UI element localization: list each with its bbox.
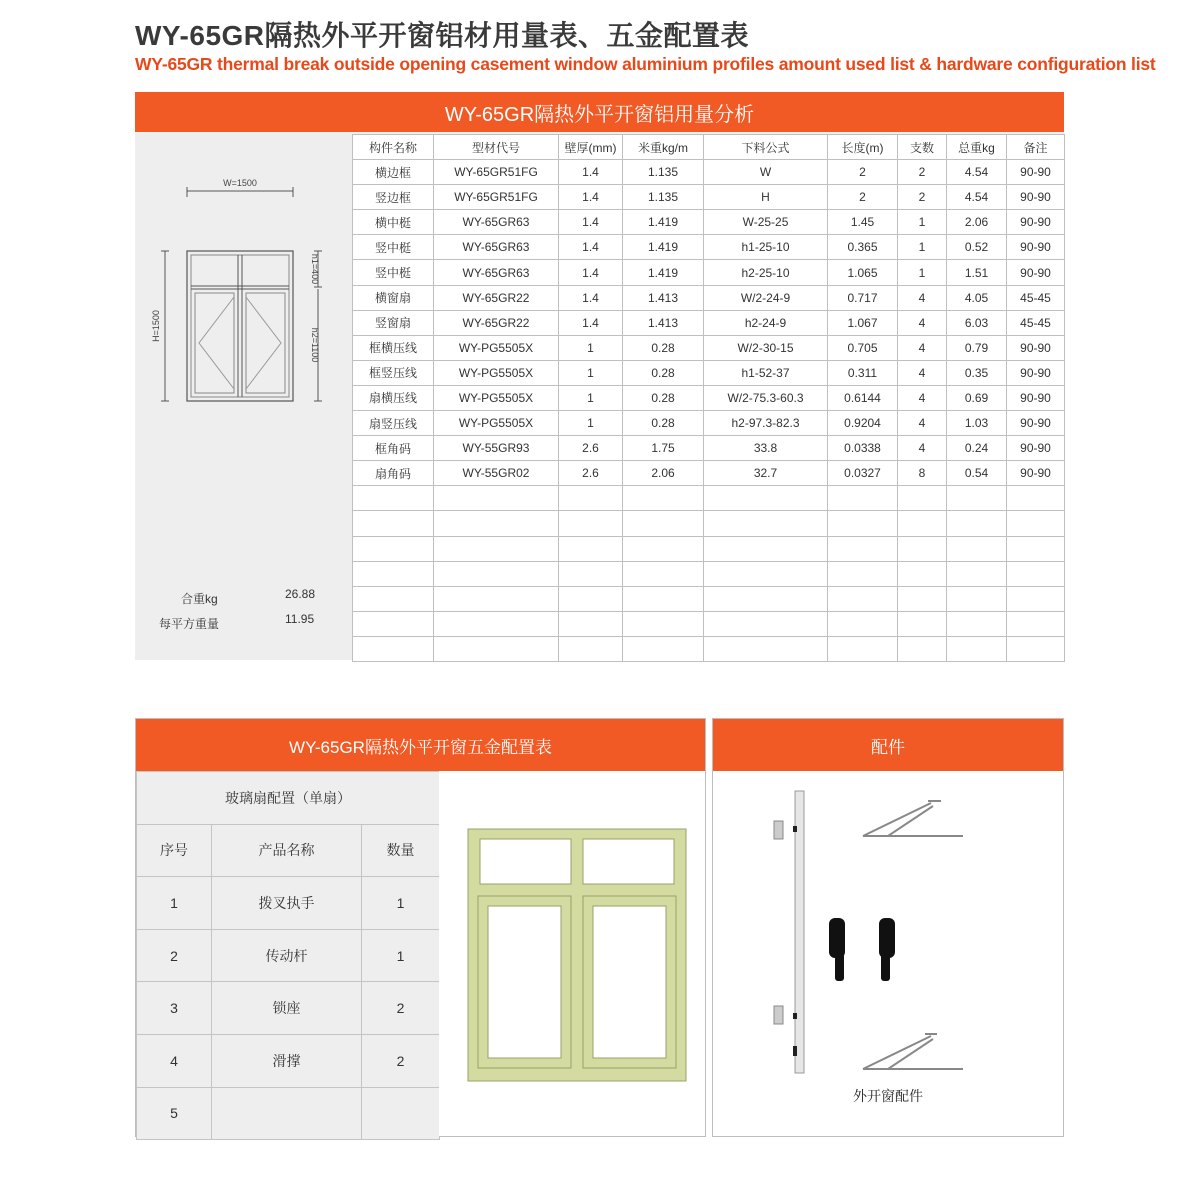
table-cell: W/2-75.3-60.3 (704, 385, 828, 410)
table-cell (212, 1087, 362, 1140)
table-cell: WY-65GR22 (434, 310, 559, 335)
table-cell (704, 486, 828, 511)
table-cell: 2.6 (559, 436, 623, 461)
table-cell: 1.51 (947, 260, 1007, 285)
table-cell (828, 486, 898, 511)
table-cell: 1 (559, 335, 623, 360)
table-cell (623, 486, 704, 511)
table-cell: 0.9204 (828, 411, 898, 436)
profiles-header-row (353, 135, 1065, 160)
table-cell: 0.79 (947, 335, 1007, 360)
table-row (353, 636, 1065, 661)
table-cell: 2 (898, 160, 947, 185)
total-weight-value: 26.88 (285, 587, 316, 601)
table-cell: 90-90 (1007, 260, 1065, 285)
table-cell: 2.6 (559, 461, 623, 486)
page-title: WY-65GR隔热外平开窗铝材用量表、五金配置表 (135, 20, 750, 51)
window-render (439, 771, 705, 1136)
table-cell: 1 (559, 360, 623, 385)
table-cell: 4.05 (947, 285, 1007, 310)
table-row (353, 260, 1065, 285)
table-cell: 2 (362, 982, 440, 1035)
table-cell: h2-25-10 (704, 260, 828, 285)
table-cell: 框竖压线 (353, 360, 434, 385)
table-cell: 1.03 (947, 411, 1007, 436)
table-cell: 1.75 (623, 436, 704, 461)
accessories-header-bar: 配件 (713, 719, 1063, 771)
config-label: 玻璃扇配置（单扇） (137, 772, 440, 825)
table-cell (353, 536, 434, 561)
table-cell: 竖中梃 (353, 260, 434, 285)
table-cell: 1 (898, 260, 947, 285)
table-cell: 2 (828, 160, 898, 185)
table-cell: 2.06 (623, 461, 704, 486)
accessories-image (713, 781, 1063, 1081)
table-cell: 1 (898, 210, 947, 235)
table-cell: WY-PG5505X (434, 411, 559, 436)
table-cell (828, 611, 898, 636)
column-header: 支数 (898, 135, 947, 160)
table-cell (898, 611, 947, 636)
table-cell: 4 (898, 310, 947, 335)
table-cell (898, 561, 947, 586)
table-cell: 竖窗扇 (353, 310, 434, 335)
table-cell (434, 586, 559, 611)
table-cell (623, 636, 704, 661)
table-cell: 扇竖压线 (353, 411, 434, 436)
table-cell: 33.8 (704, 436, 828, 461)
table-cell: 2 (362, 1034, 440, 1087)
table-cell: 1.4 (559, 260, 623, 285)
table-cell: 3 (137, 982, 212, 1035)
table-cell: 4 (898, 285, 947, 310)
table-cell (704, 511, 828, 536)
table-cell (898, 486, 947, 511)
table-cell: 2.06 (947, 210, 1007, 235)
table-cell: 4 (898, 360, 947, 385)
table-cell: 1.4 (559, 285, 623, 310)
table-cell (704, 611, 828, 636)
hardware-table (136, 771, 440, 1140)
per-sqm-weight-label: 每平方重量 (159, 617, 220, 631)
column-header: 产品名称 (212, 824, 362, 877)
table-cell: 90-90 (1007, 210, 1065, 235)
table-cell (623, 586, 704, 611)
height-dimension-label: H=1500 (151, 310, 161, 342)
window-elevation-drawing (135, 179, 352, 429)
table-cell (559, 586, 623, 611)
window-render-panel (439, 771, 705, 1136)
table-cell: 0.28 (623, 360, 704, 385)
table-cell: 90-90 (1007, 335, 1065, 360)
table-cell (434, 486, 559, 511)
table-row (353, 385, 1065, 410)
table-cell: 拨叉执手 (212, 877, 362, 930)
table-cell: h2-97.3-82.3 (704, 411, 828, 436)
table-cell: 传动杆 (212, 929, 362, 982)
table-cell: 4 (898, 436, 947, 461)
table-cell: 扇角码 (353, 461, 434, 486)
table-cell: 横窗扇 (353, 285, 434, 310)
table-cell (1007, 511, 1065, 536)
profiles-section (135, 92, 1064, 660)
table-cell (623, 611, 704, 636)
table-cell: 4 (137, 1034, 212, 1087)
table-cell: 框横压线 (353, 335, 434, 360)
table-cell: WY-65GR63 (434, 210, 559, 235)
table-cell: 1 (362, 929, 440, 982)
table-cell (947, 586, 1007, 611)
table-cell: WY-55GR02 (434, 461, 559, 486)
h2-dimension-label: h2=1100 (310, 327, 320, 363)
table-cell (898, 536, 947, 561)
table-cell (559, 486, 623, 511)
column-header: 壁厚(mm) (559, 135, 623, 160)
table-row (353, 235, 1065, 260)
table-cell: 2 (898, 185, 947, 210)
table-cell: 45-45 (1007, 310, 1065, 335)
table-cell: WY-65GR63 (434, 260, 559, 285)
table-row (137, 877, 440, 930)
table-cell (704, 536, 828, 561)
table-cell (828, 536, 898, 561)
table-cell: WY-65GR63 (434, 235, 559, 260)
table-row (353, 461, 1065, 486)
table-cell: W/2-24-9 (704, 285, 828, 310)
table-cell: 0.365 (828, 235, 898, 260)
table-cell: 0.28 (623, 411, 704, 436)
hardware-config-row (137, 772, 440, 825)
table-row (353, 285, 1065, 310)
table-row (353, 536, 1065, 561)
table-cell: 1.4 (559, 235, 623, 260)
table-cell (898, 586, 947, 611)
table-cell (898, 636, 947, 661)
profiles-table (352, 134, 1065, 662)
table-cell (353, 636, 434, 661)
table-cell: 1.135 (623, 185, 704, 210)
table-cell: 90-90 (1007, 185, 1065, 210)
table-cell: 0.28 (623, 335, 704, 360)
table-cell (704, 586, 828, 611)
table-row (353, 210, 1065, 235)
drive-rod-icon (774, 791, 804, 1073)
table-cell (362, 1087, 440, 1140)
table-cell (559, 611, 623, 636)
table-cell: 0.54 (947, 461, 1007, 486)
table-cell: 扇横压线 (353, 385, 434, 410)
table-cell: h1-52-37 (704, 360, 828, 385)
table-cell (704, 561, 828, 586)
table-cell: 5 (137, 1087, 212, 1140)
table-cell: 8 (898, 461, 947, 486)
h1-dimension-label: h1=400 (310, 253, 320, 285)
table-cell (947, 536, 1007, 561)
table-cell: h1-25-10 (704, 235, 828, 260)
table-cell: 0.0338 (828, 436, 898, 461)
table-cell: 滑撑 (212, 1034, 362, 1087)
column-header: 米重kg/m (623, 135, 704, 160)
table-cell: 1.419 (623, 235, 704, 260)
table-row (353, 335, 1065, 360)
accessories-section (712, 718, 1064, 1137)
hardware-section (135, 718, 706, 1137)
table-cell (623, 536, 704, 561)
table-cell (353, 561, 434, 586)
table-cell (434, 511, 559, 536)
per-sqm-weight-value: 11.95 (285, 612, 315, 626)
table-row (353, 586, 1065, 611)
table-cell (947, 561, 1007, 586)
table-row (137, 1034, 440, 1087)
table-cell: 32.7 (704, 461, 828, 486)
table-cell: 1.419 (623, 260, 704, 285)
table-cell: WY-65GR22 (434, 285, 559, 310)
table-cell (898, 511, 947, 536)
table-cell: 1.4 (559, 210, 623, 235)
table-cell (947, 486, 1007, 511)
table-cell: WY-65GR51FG (434, 185, 559, 210)
table-row (353, 411, 1065, 436)
hardware-header-bar: WY-65GR隔热外平开窗五金配置表 (136, 719, 705, 771)
table-cell: WY-65GR51FG (434, 160, 559, 185)
table-cell: H (704, 185, 828, 210)
table-cell: W/2-30-15 (704, 335, 828, 360)
table-cell: 0.24 (947, 436, 1007, 461)
table-cell (623, 511, 704, 536)
table-row (353, 511, 1065, 536)
table-cell: 1.413 (623, 285, 704, 310)
table-cell (1007, 586, 1065, 611)
table-cell: 0.6144 (828, 385, 898, 410)
table-row (137, 982, 440, 1035)
table-cell: 竖边框 (353, 185, 434, 210)
table-cell: 4.54 (947, 160, 1007, 185)
table-cell: 横边框 (353, 160, 434, 185)
table-cell: h2-24-9 (704, 310, 828, 335)
table-cell: 2 (137, 929, 212, 982)
table-row (353, 360, 1065, 385)
table-cell: 1.413 (623, 310, 704, 335)
table-cell: 90-90 (1007, 461, 1065, 486)
friction-stay-icon (863, 1034, 963, 1069)
table-cell: 45-45 (1007, 285, 1065, 310)
table-cell (828, 636, 898, 661)
table-cell (559, 511, 623, 536)
table-cell: 1.065 (828, 260, 898, 285)
table-row (353, 486, 1065, 511)
table-row (137, 1087, 440, 1140)
table-row (353, 310, 1065, 335)
table-cell: 0.705 (828, 335, 898, 360)
column-header: 长度(m) (828, 135, 898, 160)
handle-icon (829, 918, 895, 981)
page-subtitle: WY-65GR thermal break outside opening casement window aluminium profiles amount used list & hardware configuration list (135, 54, 1156, 74)
table-cell (704, 636, 828, 661)
table-cell: 0.28 (623, 385, 704, 410)
table-cell (947, 636, 1007, 661)
table-row (353, 160, 1065, 185)
table-cell: 1 (559, 385, 623, 410)
hardware-header-row (137, 824, 440, 877)
table-cell: 4 (898, 335, 947, 360)
table-cell: W (704, 160, 828, 185)
table-cell (353, 586, 434, 611)
accessories-caption: 外开窗配件 (853, 1088, 923, 1104)
table-cell: 0.35 (947, 360, 1007, 385)
table-cell: 1.45 (828, 210, 898, 235)
table-cell (947, 511, 1007, 536)
table-cell: 0.311 (828, 360, 898, 385)
table-cell (828, 511, 898, 536)
table-cell: 1.419 (623, 210, 704, 235)
table-cell: 90-90 (1007, 360, 1065, 385)
profiles-header-bar: WY-65GR隔热外平开窗铝用量分析 (135, 92, 1064, 134)
table-cell (947, 611, 1007, 636)
table-cell: 90-90 (1007, 436, 1065, 461)
table-cell (434, 561, 559, 586)
table-cell: 1.135 (623, 160, 704, 185)
table-cell: 锁座 (212, 982, 362, 1035)
window-drawing-panel (135, 134, 352, 660)
table-cell: 4.54 (947, 185, 1007, 210)
table-cell (434, 611, 559, 636)
column-header: 备注 (1007, 135, 1065, 160)
table-cell (434, 536, 559, 561)
table-row (353, 436, 1065, 461)
table-cell (559, 636, 623, 661)
table-cell: WY-PG5505X (434, 335, 559, 360)
table-cell (353, 511, 434, 536)
table-cell: 90-90 (1007, 385, 1065, 410)
table-row (137, 929, 440, 982)
table-cell (559, 561, 623, 586)
profiles-table-wrap (352, 134, 1064, 662)
table-cell: 4 (898, 385, 947, 410)
table-cell: WY-PG5505X (434, 360, 559, 385)
column-header: 构件名称 (353, 135, 434, 160)
table-cell: 90-90 (1007, 411, 1065, 436)
table-cell (1007, 636, 1065, 661)
column-header: 数量 (362, 824, 440, 877)
table-cell (1007, 561, 1065, 586)
table-cell: 90-90 (1007, 235, 1065, 260)
table-cell: 4 (898, 411, 947, 436)
table-cell: 6.03 (947, 310, 1007, 335)
table-cell: 1 (898, 235, 947, 260)
table-cell: 横中梃 (353, 210, 434, 235)
column-header: 型材代号 (434, 135, 559, 160)
table-cell (828, 561, 898, 586)
friction-stay-icon (863, 801, 963, 836)
table-cell (1007, 486, 1065, 511)
table-cell (623, 561, 704, 586)
table-cell: WY-PG5505X (434, 385, 559, 410)
table-row (353, 611, 1065, 636)
table-cell: 框角码 (353, 436, 434, 461)
total-weight-label: 合重kg (181, 592, 218, 606)
table-cell: 1.067 (828, 310, 898, 335)
column-header: 总重kg (947, 135, 1007, 160)
table-cell: 90-90 (1007, 160, 1065, 185)
table-cell: 0.717 (828, 285, 898, 310)
table-cell: WY-55GR93 (434, 436, 559, 461)
table-cell (828, 586, 898, 611)
table-cell: 1 (559, 411, 623, 436)
table-row (353, 561, 1065, 586)
table-cell: 1 (137, 877, 212, 930)
table-cell (1007, 611, 1065, 636)
table-cell (1007, 536, 1065, 561)
table-cell: W-25-25 (704, 210, 828, 235)
table-cell: 1 (362, 877, 440, 930)
table-cell: 1.4 (559, 185, 623, 210)
table-cell (559, 536, 623, 561)
width-dimension-label: W=1500 (223, 179, 257, 188)
table-cell: 1.4 (559, 310, 623, 335)
table-cell: 竖中梃 (353, 235, 434, 260)
table-cell: 1.4 (559, 160, 623, 185)
table-row (353, 185, 1065, 210)
table-cell (353, 611, 434, 636)
table-cell: 2 (828, 185, 898, 210)
table-cell (353, 486, 434, 511)
column-header: 序号 (137, 824, 212, 877)
column-header: 下料公式 (704, 135, 828, 160)
table-cell (434, 636, 559, 661)
table-cell: 0.69 (947, 385, 1007, 410)
table-cell: 0.52 (947, 235, 1007, 260)
table-cell: 0.0327 (828, 461, 898, 486)
